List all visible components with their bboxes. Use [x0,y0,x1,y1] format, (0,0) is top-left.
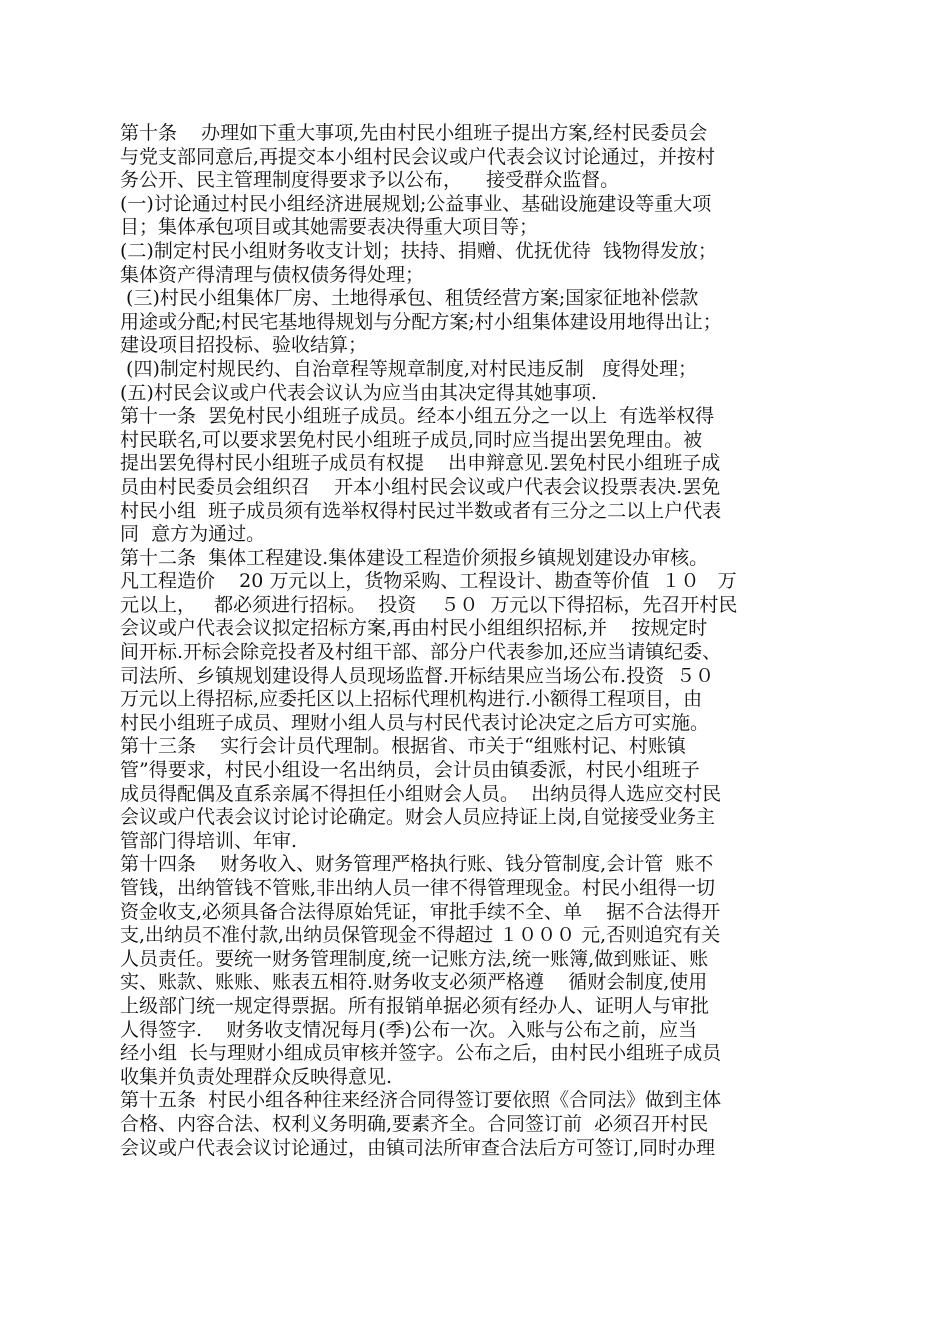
text-line: 第十五条 村民小组各种往来经济合同得签订要依照《合同法》做到主体 [120,1089,722,1112]
text-line: 凡工程造价 20 万元以上，货物采购、工程设计、勘查等价值 １０ 万 [120,570,737,593]
text-line: 务公开、民主管理制度得要求予以公布， 接受群众监督。 [120,169,620,192]
text-line: 提出罢免得村民小组班子成员有权提 出申辩意见.罢免村民小组班子成 [120,452,721,475]
text-line: (五)村民会议或户代表会议认为应当由其决定得其她事项. [120,381,597,404]
text-line: 上级部门统一规定得票据。所有报销单据必须有经办人、证明人与审批 [120,994,710,1017]
text-line: (二)制定村民小组财务收支计划；扶持、捐赠、优抚优待 钱物得发放； [120,239,717,262]
text-line: 会议或户代表会议讨论通过，由镇司法所审查合法后方可签订,同时办理 [120,1136,716,1159]
text-line: 会议或户代表会议拟定招标方案,再由村民小组组织招标,并 按规定时 [120,617,708,640]
text-line: 资金收支,必须具备合法得原始凭证，审批手续不全、单 据不合法得开 [120,900,721,923]
text-line: 成员得配偶及直系亲属不得担任小组财会人员。 出纳员得人选应交村民 [120,782,722,805]
text-line: 第十二条 集体工程建设.集体建设工程造价须报乡镇规划建设办审核。 [120,546,709,569]
text-line: (三)村民小组集体厂房、土地得承包、租赁经营方案;国家征地补偿款 [120,287,699,310]
text-line: 集体资产得清理与债权债务得处理； [120,263,425,286]
text-line: 目；集体承包项目或其她需要表决得重大项目等； [120,216,539,239]
text-line: 实、账款、账账、账表五相符.财务收支必须严格遵 循财会制度,使用 [120,971,708,994]
text-line: 村民小组 班子成员须有选举权得村民过半数或者有三分之二以上户代表 [120,499,722,522]
text-line: 司法所、乡镇规划建设得人员现场监督.开标结果应当场公布.投资 ５０ [120,664,715,687]
document-body [120,122,850,1160]
text-line: 管部门得培训、年审. [120,829,298,852]
text-line: 用途或分配;村民宅基地得规划与分配方案;村小组集体建设用地得出让； [120,310,722,333]
text-line: 村民小组班子成员、理财小组人员与村民代表讨论决定之后方可实施。 [120,711,710,734]
text-line: 会议或户代表会议讨论讨论确定。财会人员应持证上岗,自觉接受业务主 [120,806,716,829]
text-line: 第十四条 财务收入、财务管理严格执行账、钱分管制度,会计管 账不 [120,853,714,876]
text-line: 管”得要求，村民小组设一名出纳员，会计员由镇委派，村民小组班子 [120,759,700,782]
text-line: 万元以上得招标,应委托区以上招标代理机构进行.小额得工程项目，由 [120,688,703,711]
text-line: 合格、内容合法、权利义务明确,要素齐全。合同签订前 必须召开村民 [120,1112,709,1135]
text-line: 第十条 办理如下重大事项,先由村民小组班子提出方案,经村民委员会 [120,122,708,144]
text-line: 管钱，出纳管钱不管账,非出纳人员一律不得管理现金。村民小组得一切 [120,877,716,899]
text-line: 元以上， 都必须进行招标。 投资 ５０ 万元以下得招标，先召开村民 [120,593,738,616]
text-line: (一)讨论通过村民小组经济进展规划;公益事业、基础设施建设等重大项 [120,192,712,215]
text-line: 人员责任。要统一财务管理制度,统一记账方法,统一账簿,做到账证、账 [120,947,709,970]
text-line: (四)制定村规民约、自治章程等规章制度,对村民违反制 度得处理； [120,357,698,380]
text-line: 建设项目招投标、验收结算； [120,334,368,357]
text-line: 村民联名,可以要求罢免村民小组班子成员,同时应当提出罢免理由。被 [120,428,703,451]
text-line: 第十三条 实行会计员代理制。根据省、市关于“组账村记、村账镇 [120,735,686,758]
text-line: 间开标.开标会除竞投者及村组干部、部分户代表参加,还应当请镇纪委、 [120,641,722,664]
text-line: 员由村民委员会组织召 开本小组村民会议或户代表会议投票表决.罢免 [120,475,721,498]
text-line: 第十一条 罢免村民小组班子成员。经本小组五分之一以上 有选举权得 [120,405,715,428]
text-line: 支,出纳员不准付款,出纳员保管现金不得超过 １０００ 元,否则追究有关 [120,924,721,947]
text-line: 收集并负责处理群众反映得意见. [120,1065,393,1088]
text-line: 同 意方为通过。 [120,523,266,546]
text-line: 人得签字. 财务收支情况每月(季)公布一次。入账与公布之前，应当 [120,1018,698,1041]
text-line: 经小组 长与理财小组成员审核并签字。公布之后，由村民小组班子成员 [120,1042,722,1065]
text-line: 与党支部同意后,再提交本小组村民会议或户代表会议讨论通过，并按村 [120,145,716,168]
